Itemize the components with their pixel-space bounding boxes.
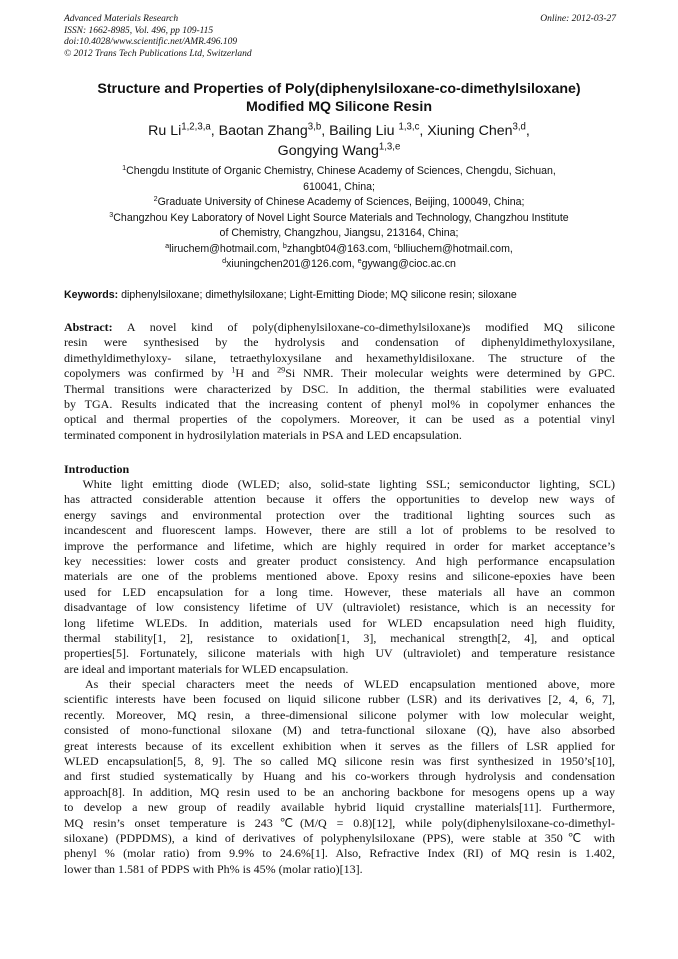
introduction-line: has attracted considerable attention because it offers the opportunities to develop new ways of: [64, 492, 615, 507]
email-link[interactable]: gywang@cioc.ac.cn: [361, 258, 456, 270]
introduction-line: scientific interests have been focused on liquid silicone rubber (LSR) and its derivatives [2, 4, 6, 7],: [64, 692, 615, 707]
introduction-line: are ideal and important materials for WLED encapsulation.: [64, 661, 349, 676]
email-link[interactable]: xiuningchen201@126.com,: [226, 258, 358, 270]
introduction-line: and first studied systematically by Huang and his co-workers through hydrolysis and condensation: [64, 769, 615, 784]
title-line-1: Structure and Properties of Poly(diphenylsiloxane-co-dimethylsiloxane): [97, 81, 581, 97]
authors-line-2: [40, 141, 638, 161]
introduction-line: approach[8]. In addition, MQ resin used to be an anchoring backbone for mesogens opens up a way: [64, 784, 615, 799]
abstract-line: dimethyldimethyloxy- silane, tetraethyloxysilane and hexamethyldisiloxane. The structure of the: [64, 350, 615, 365]
email-sup: c: [393, 240, 398, 250]
introduction-line: key necessities: lower costs and greater product consistency. And high performance encapsulation: [64, 553, 615, 568]
introduction-line: to develop a new group of readily available hybrid liquid crystalline materials[11]. Furthermore,: [64, 800, 615, 815]
affil-sup: 2: [153, 194, 158, 204]
affiliation-1-cont: 610041, China;: [303, 180, 375, 193]
email-link[interactable]: blliuchem@hotmail.com,: [397, 242, 513, 255]
emails-line-2: [30, 257, 648, 273]
title-line-2: Modified MQ Silicone Resin: [245, 99, 433, 115]
author-name: Ru Li: [148, 123, 182, 139]
introduction-heading: Introduction: [64, 462, 130, 476]
author-affil-sup: 3,b: [307, 121, 322, 133]
affiliation-2: [30, 195, 648, 211]
abstract-line: optical and thermal properties of the copolymers. Moreover, it can be used as a potential vinyl: [64, 412, 615, 427]
journal-header: [64, 14, 616, 60]
abstract-text: H and: [235, 366, 278, 381]
keywords-text: diphenylsiloxane; dimethylsiloxane; Light-Emitting Diode; MQ silicone resin; siloxane: [118, 289, 517, 301]
author-name: Xiuning Chen: [427, 123, 513, 139]
author-affil-sup: 1,2,3,a: [181, 121, 211, 133]
keywords: [64, 288, 624, 302]
introduction-line: used for LED encapsulation for a long time. However, these materials all have an common: [64, 584, 615, 599]
author-name: Gongying Wang: [277, 143, 379, 159]
introduction-line: improve the performance and lifetime, which are highly required in order for market acceptance’s: [64, 538, 615, 553]
abstract: [64, 320, 615, 443]
author-affil-sup: 1,3,e: [378, 141, 401, 153]
affiliation-3-cont: of Chemistry, Changzhou, Jiangsu, 213164, China;: [219, 227, 459, 239]
introduction-line: siloxane) (PDPDMS), a kind of derivatives of polyphenylsiloxane (PPS), were stable at 350℃ with: [64, 830, 615, 845]
introduction-line: As their special characters meet the needs of WLED encapsulation mentioned above, more: [64, 677, 615, 692]
affiliations: [30, 164, 648, 273]
introduction-line: great interests because of its excellent exhibition when it serves as the fillers of LSR applied for: [64, 738, 615, 753]
journal-name: Advanced Materials Research: [64, 14, 179, 24]
introduction-body: [64, 477, 615, 877]
author-sep: ,: [321, 123, 330, 139]
author-name: Baotan Zhang: [218, 123, 308, 139]
email-sup: b: [282, 240, 287, 250]
email-sup: a: [165, 240, 170, 250]
author-affil-sup: 1,3,c: [398, 121, 420, 133]
introduction-line: WLED encapsulation[5, 8, 9]. The so called MQ silicone resin was first synthesized in 1950’s[10],: [64, 754, 615, 769]
affiliation-1: [30, 164, 648, 180]
issn: ISSN: 1662-8985, Vol. 496, pp 109-115: [64, 25, 214, 36]
introduction-line: materials are one of the problems mentioned above. Epoxy resins and silicone-epoxies have been: [64, 569, 615, 584]
affil-text: Chengdu Institute of Organic Chemistry, Chinese Academy of Sciences, Chengdu, Sichuan,: [126, 165, 556, 177]
introduction-line: disadvantage of low consistency lifetime of UV (ultraviolet) resistance, which is an necessity for: [64, 600, 615, 615]
author-sep: ,: [419, 123, 428, 139]
doi: doi:10.4028/www.scientific.net/AMR.496.109: [64, 37, 238, 47]
affil-text: Graduate University of Chinese Academy of Sciences, Beijing, 100049, China;: [157, 196, 525, 208]
affil-sup: 3: [109, 209, 114, 219]
abstract-line: Thermal transitions were characterized by DSC. In addition, the thermal stabilities were evaluated: [64, 381, 615, 396]
abstract-text: copolymers was confirmed by: [64, 366, 232, 381]
email-link[interactable]: liruchem@hotmail.com,: [169, 242, 283, 255]
abstract-line: [64, 366, 615, 381]
abstract-line: terminated component in hydrosilylation materials in PSA and LED encapsulation.: [64, 427, 462, 442]
introduction-line: consisted of mono-functional siloxane (M) and tetra-functional siloxane (Q), have also absorbed: [64, 723, 615, 738]
introduction-line: White light emitting diode (WLED; also, solid-state lighting SSL; semiconductor lighting, SCL): [64, 477, 615, 491]
copyright: © 2012 Trans Tech Publications Ltd, Switzerland: [64, 48, 252, 59]
keywords-label: Keywords:: [64, 289, 119, 301]
introduction-line: energy savings and environmental protection over the traditional lighting sources such as: [64, 507, 615, 522]
affil-text: Changzhou Key Laboratory of Novel Light Source Materials and Technology, Changzhou Institute: [113, 211, 569, 224]
introduction-line: long lifetime WLEDs. In addition, materials used for WLED encapsulation need high fluidity,: [64, 615, 615, 630]
email-link[interactable]: zhangbt04@163.com,: [286, 242, 394, 255]
abstract-label: Abstract:: [64, 320, 113, 334]
introduction-line: lower than 1.581 of PDPS with Ph% is 45% (molar ratio)[13].: [64, 861, 363, 876]
abstract-line: by TGA. Results indicated that the increasing content of phenyl mol% in copolymer enhances the: [64, 396, 615, 411]
introduction-line: MQ resin’s onset temperature is 243℃(M/Q = 0.8)[12], while poly(diphenylsiloxane-co-dimethyl-: [64, 815, 615, 830]
author-affil-sup: 3,d: [512, 121, 526, 133]
introduction-line: recently. Moreover, MQ resin, a three-dimensional silicone polymer with low molecular weight,: [64, 707, 615, 722]
author-name: Bailing Liu: [329, 123, 399, 139]
affiliation-3: [30, 211, 648, 227]
emails-line-1: [30, 242, 648, 258]
author-list: [40, 121, 638, 161]
abstract-text: A novel kind of poly(diphenylsiloxane-co-dimethylsiloxane)s modified MQ silicone: [112, 320, 615, 334]
email-sup: d: [222, 256, 227, 266]
email-sup: e: [357, 256, 362, 266]
introduction-line: properties[5]. Fortunately, silicone materials with high UV (ultraviolet) and temperature resistance: [64, 646, 615, 661]
isotope-sup: 1: [231, 366, 236, 375]
abstract-line: resin were synthesised by the hydrolysis and condensation of diphenyldimethyloxysilane,: [64, 335, 615, 350]
affil-sup: 1: [122, 163, 127, 173]
author-sep: ,: [210, 123, 219, 139]
online-date: Online: 2012-03-27: [540, 14, 616, 24]
authors-line-1: [40, 121, 638, 141]
author-sep: ,: [525, 123, 530, 139]
paper-title: [40, 80, 638, 116]
abstract-text: Si NMR. Their molecular weights were determined by GPC.: [285, 366, 615, 381]
introduction-line: incandescent and fluorescent lamps. However, there are still a lot of problems to be resolved to: [64, 523, 615, 538]
abstract-line: [64, 320, 615, 335]
introduction-line: thermal stability[1, 2], resistance to oxidation[1, 3], mechanical strength[2, 4], and optical: [64, 630, 615, 645]
introduction-line: phenyl % (molar ratio) from 9.9% to 24.6%[1]. Also, Refractive Index (RI) of MQ resin is 1.402,: [64, 846, 615, 861]
isotope-sup: 29: [277, 366, 286, 375]
